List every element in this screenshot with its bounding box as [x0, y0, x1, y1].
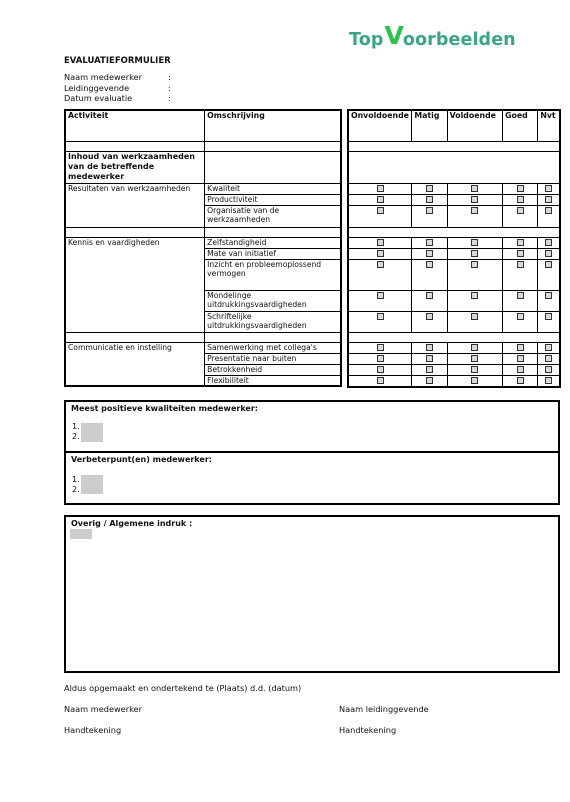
rating-checkbox[interactable] — [517, 355, 524, 362]
rating-checkbox[interactable] — [377, 196, 384, 203]
rating-checkbox[interactable] — [426, 185, 433, 192]
rating-cell — [348, 342, 412, 353]
rating-row — [348, 259, 560, 290]
spacer-row — [348, 332, 560, 342]
rating-cell — [538, 342, 560, 353]
section-row — [348, 151, 560, 183]
rating-checkbox[interactable] — [517, 344, 524, 351]
rating-checkbox[interactable] — [517, 313, 524, 320]
overall-input-field[interactable] — [70, 529, 92, 539]
rating-cell — [538, 364, 560, 375]
rating-cell — [412, 194, 447, 205]
rating-cell — [503, 342, 538, 353]
item-label: Kwaliteit — [205, 183, 341, 194]
rating-checkbox[interactable] — [545, 196, 552, 203]
rating-cell — [412, 342, 447, 353]
spacer-row — [65, 227, 341, 237]
closing-statement: Aldus opgemaakt en ondertekend te (Plaats) d.d. (datum) — [64, 683, 302, 693]
rating-checkbox[interactable] — [517, 207, 524, 214]
overall-impression-heading: Overig / Algemene indruk : — [71, 519, 193, 528]
rating-cell — [412, 183, 447, 194]
rating-cell — [538, 183, 560, 194]
positive-item-1-number: 1. — [72, 422, 80, 431]
rating-checkbox[interactable] — [426, 196, 433, 203]
table-header-row — [65, 110, 341, 141]
rating-checkbox[interactable] — [545, 261, 552, 268]
rating-cell — [538, 259, 560, 290]
meta-evaluation-date — [64, 93, 171, 103]
rating-row — [348, 205, 560, 227]
rating-cell — [412, 290, 447, 311]
rating-checkbox[interactable] — [426, 313, 433, 320]
rating-checkbox[interactable] — [545, 207, 552, 214]
rating-checkbox[interactable] — [377, 313, 384, 320]
signature-employee-name: Naam medewerker — [64, 704, 142, 714]
rating-checkbox[interactable] — [471, 185, 478, 192]
rating-cell — [447, 364, 502, 375]
rating-checkbox[interactable] — [377, 261, 384, 268]
rating-checkbox[interactable] — [426, 250, 433, 257]
rating-cell — [503, 311, 538, 332]
rating-header-onvoldoende: Onvoldoende — [348, 110, 412, 141]
meta-colon: : — [168, 72, 171, 82]
item-label: Organisatie van de werkzaamheden — [205, 205, 341, 227]
rating-cell — [447, 311, 502, 332]
rating-checkbox[interactable] — [517, 250, 524, 257]
rating-checkbox[interactable] — [545, 185, 552, 192]
rating-cell — [503, 353, 538, 364]
group-name: Communicatie en instelling — [65, 342, 205, 386]
table-row — [65, 183, 341, 194]
rating-checkbox[interactable] — [377, 239, 384, 246]
rating-checkbox[interactable] — [545, 377, 552, 384]
rating-row — [348, 342, 560, 353]
rating-checkbox[interactable] — [471, 355, 478, 362]
rating-checkbox[interactable] — [517, 196, 524, 203]
rating-cell — [447, 259, 502, 290]
positive-input-field[interactable] — [81, 423, 103, 442]
rating-cell — [538, 248, 560, 259]
rating-row — [348, 194, 560, 205]
rating-checkbox[interactable] — [426, 344, 433, 351]
positive-item-2-number: 2. — [72, 432, 80, 441]
rating-checkbox[interactable] — [426, 239, 433, 246]
rating-cell — [412, 364, 447, 375]
rating-cell — [348, 194, 412, 205]
rating-cell — [412, 353, 447, 364]
topvoorbeelden-logo — [349, 22, 516, 50]
rating-cell — [348, 364, 412, 375]
rating-cell — [412, 205, 447, 227]
rating-row — [348, 353, 560, 364]
rating-cell — [447, 183, 502, 194]
rating-cell — [348, 259, 412, 290]
rating-checkbox[interactable] — [426, 366, 433, 373]
rating-cell — [538, 311, 560, 332]
item-label: Presentatie naar buiten — [205, 353, 341, 364]
section-row — [65, 151, 341, 183]
meta-label: Datum evaluatie — [64, 93, 133, 103]
rating-cell — [538, 194, 560, 205]
rating-cell — [538, 290, 560, 311]
rating-header-row — [348, 110, 560, 141]
rating-checkbox[interactable] — [426, 377, 433, 384]
rating-checkbox[interactable] — [471, 366, 478, 373]
rating-row — [348, 311, 560, 332]
rating-checkbox[interactable] — [545, 313, 552, 320]
rating-cell — [348, 237, 412, 248]
rating-row — [348, 375, 560, 387]
meta-colon: : — [168, 83, 171, 93]
rating-checkbox[interactable] — [426, 292, 433, 299]
rating-cell — [447, 375, 502, 387]
table-row — [65, 237, 341, 248]
rating-cell — [538, 205, 560, 227]
meta-label: Naam medewerker — [64, 72, 142, 82]
rating-header-voldoende: Voldoende — [447, 110, 502, 141]
item-label: Inzicht en probleemoplossend vermogen — [205, 259, 341, 290]
rating-cell — [503, 259, 538, 290]
rating-cell — [348, 311, 412, 332]
rating-cell — [447, 194, 502, 205]
item-label: Flexibiliteit — [205, 375, 341, 386]
signature-manager-name: Naam leidinggevende — [339, 704, 429, 714]
meta-manager — [64, 83, 171, 93]
improve-input-field[interactable] — [81, 475, 103, 494]
improve-item-1-number: 1. — [72, 475, 80, 484]
improve-item-2-number: 2. — [72, 485, 80, 494]
rating-checkbox[interactable] — [377, 292, 384, 299]
rating-checkbox[interactable] — [377, 366, 384, 373]
item-label: Mondelinge uitdrukkingsvaardigheden — [205, 290, 341, 311]
rating-cell — [412, 311, 447, 332]
item-label: Samenwerking met collega's — [205, 342, 341, 353]
rating-checkbox[interactable] — [377, 207, 384, 214]
group-name: Resultaten van werkzaamheden — [65, 183, 205, 227]
rating-cell — [503, 183, 538, 194]
rating-checkbox[interactable] — [377, 344, 384, 351]
rating-row — [348, 237, 560, 248]
rating-cell — [412, 248, 447, 259]
rating-row — [348, 290, 560, 311]
item-label: Schriftelijke uitdrukkingsvaardigheden — [205, 311, 341, 332]
item-label: Betrokkenheid — [205, 364, 341, 375]
logo-part-oorbeelden: oorbeelden — [402, 30, 516, 50]
rating-cell — [412, 375, 447, 387]
rating-checkbox[interactable] — [517, 292, 524, 299]
rating-checkbox[interactable] — [545, 250, 552, 257]
logo-v: V — [384, 21, 404, 50]
meta-employee-name — [64, 72, 171, 82]
rating-row — [348, 364, 560, 375]
rating-cell — [348, 353, 412, 364]
positive-qualities-box — [64, 400, 560, 453]
rating-checkbox[interactable] — [517, 239, 524, 246]
rating-checkbox[interactable] — [377, 377, 384, 384]
rating-checkbox[interactable] — [471, 239, 478, 246]
meta-label: Leidinggevende — [64, 83, 130, 93]
rating-checkbox[interactable] — [545, 292, 552, 299]
rating-header-goed: Goed — [503, 110, 538, 141]
section-title: Inhoud van werkzaamheden van de betreffende medewerker — [65, 151, 205, 183]
rating-cell — [447, 205, 502, 227]
rating-header-matig: Matig — [412, 110, 447, 141]
meta-colon: : — [168, 93, 171, 103]
rating-cell — [538, 353, 560, 364]
overall-impression-box — [64, 515, 560, 673]
header-activity: Activiteit — [65, 110, 205, 141]
rating-checkbox[interactable] — [471, 207, 478, 214]
rating-checkbox[interactable] — [517, 261, 524, 268]
rating-cell — [447, 342, 502, 353]
rating-checkbox[interactable] — [517, 377, 524, 384]
evaluation-table-ratings — [347, 109, 561, 388]
rating-checkbox[interactable] — [517, 185, 524, 192]
rating-checkbox[interactable] — [545, 366, 552, 373]
rating-cell — [348, 205, 412, 227]
spacer-row — [65, 332, 341, 342]
rating-cell — [447, 248, 502, 259]
rating-cell — [503, 194, 538, 205]
rating-checkbox[interactable] — [426, 207, 433, 214]
rating-checkbox[interactable] — [545, 239, 552, 246]
rating-cell — [412, 259, 447, 290]
item-label: Zelfstandigheid — [205, 237, 341, 248]
rating-checkbox[interactable] — [426, 355, 433, 362]
rating-cell — [348, 248, 412, 259]
rating-cell — [503, 248, 538, 259]
rating-row — [348, 183, 560, 194]
rating-header-nvt: Nvt — [538, 110, 560, 141]
rating-cell — [348, 375, 412, 387]
improvement-points-box — [64, 451, 560, 505]
logo-part-top: Top — [349, 30, 384, 50]
spacer-row — [348, 141, 560, 151]
rating-row — [348, 248, 560, 259]
rating-checkbox[interactable] — [471, 261, 478, 268]
rating-cell — [538, 237, 560, 248]
signature-employee-sign: Handtekening — [64, 725, 122, 735]
rating-checkbox[interactable] — [426, 261, 433, 268]
rating-cell — [348, 290, 412, 311]
rating-checkbox[interactable] — [377, 185, 384, 192]
rating-cell — [503, 375, 538, 387]
spacer-row — [65, 141, 341, 151]
rating-checkbox[interactable] — [471, 250, 478, 257]
item-label: Productiviteit — [205, 194, 341, 205]
evaluation-table-left — [64, 109, 342, 387]
form-title: EVALUATIEFORMULIER — [64, 56, 171, 66]
rating-checkbox[interactable] — [471, 313, 478, 320]
group-name: Kennis en vaardigheden — [65, 237, 205, 332]
rating-checkbox[interactable] — [471, 292, 478, 299]
signature-manager-sign: Handtekening — [339, 725, 397, 735]
rating-cell — [538, 375, 560, 387]
spacer-row — [348, 227, 560, 237]
rating-checkbox[interactable] — [471, 344, 478, 351]
rating-cell — [447, 353, 502, 364]
rating-cell — [348, 183, 412, 194]
rating-cell — [503, 290, 538, 311]
rating-cell — [412, 237, 447, 248]
rating-cell — [447, 237, 502, 248]
rating-cell — [447, 290, 502, 311]
positive-qualities-heading: Meest positieve kwaliteiten medewerker: — [71, 404, 258, 413]
rating-checkbox[interactable] — [377, 355, 384, 362]
header-description: Omschrijving — [205, 110, 341, 141]
rating-checkbox[interactable] — [517, 366, 524, 373]
rating-checkbox[interactable] — [545, 344, 552, 351]
rating-checkbox[interactable] — [471, 196, 478, 203]
rating-cell — [503, 237, 538, 248]
improvement-points-heading: Verbeterpunt(en) medewerker: — [71, 455, 212, 464]
rating-cell — [503, 205, 538, 227]
rating-checkbox[interactable] — [545, 355, 552, 362]
item-label: Mate van initiatief — [205, 248, 341, 259]
rating-cell — [503, 364, 538, 375]
rating-checkbox[interactable] — [471, 377, 478, 384]
rating-checkbox[interactable] — [377, 250, 384, 257]
table-row — [65, 342, 341, 353]
